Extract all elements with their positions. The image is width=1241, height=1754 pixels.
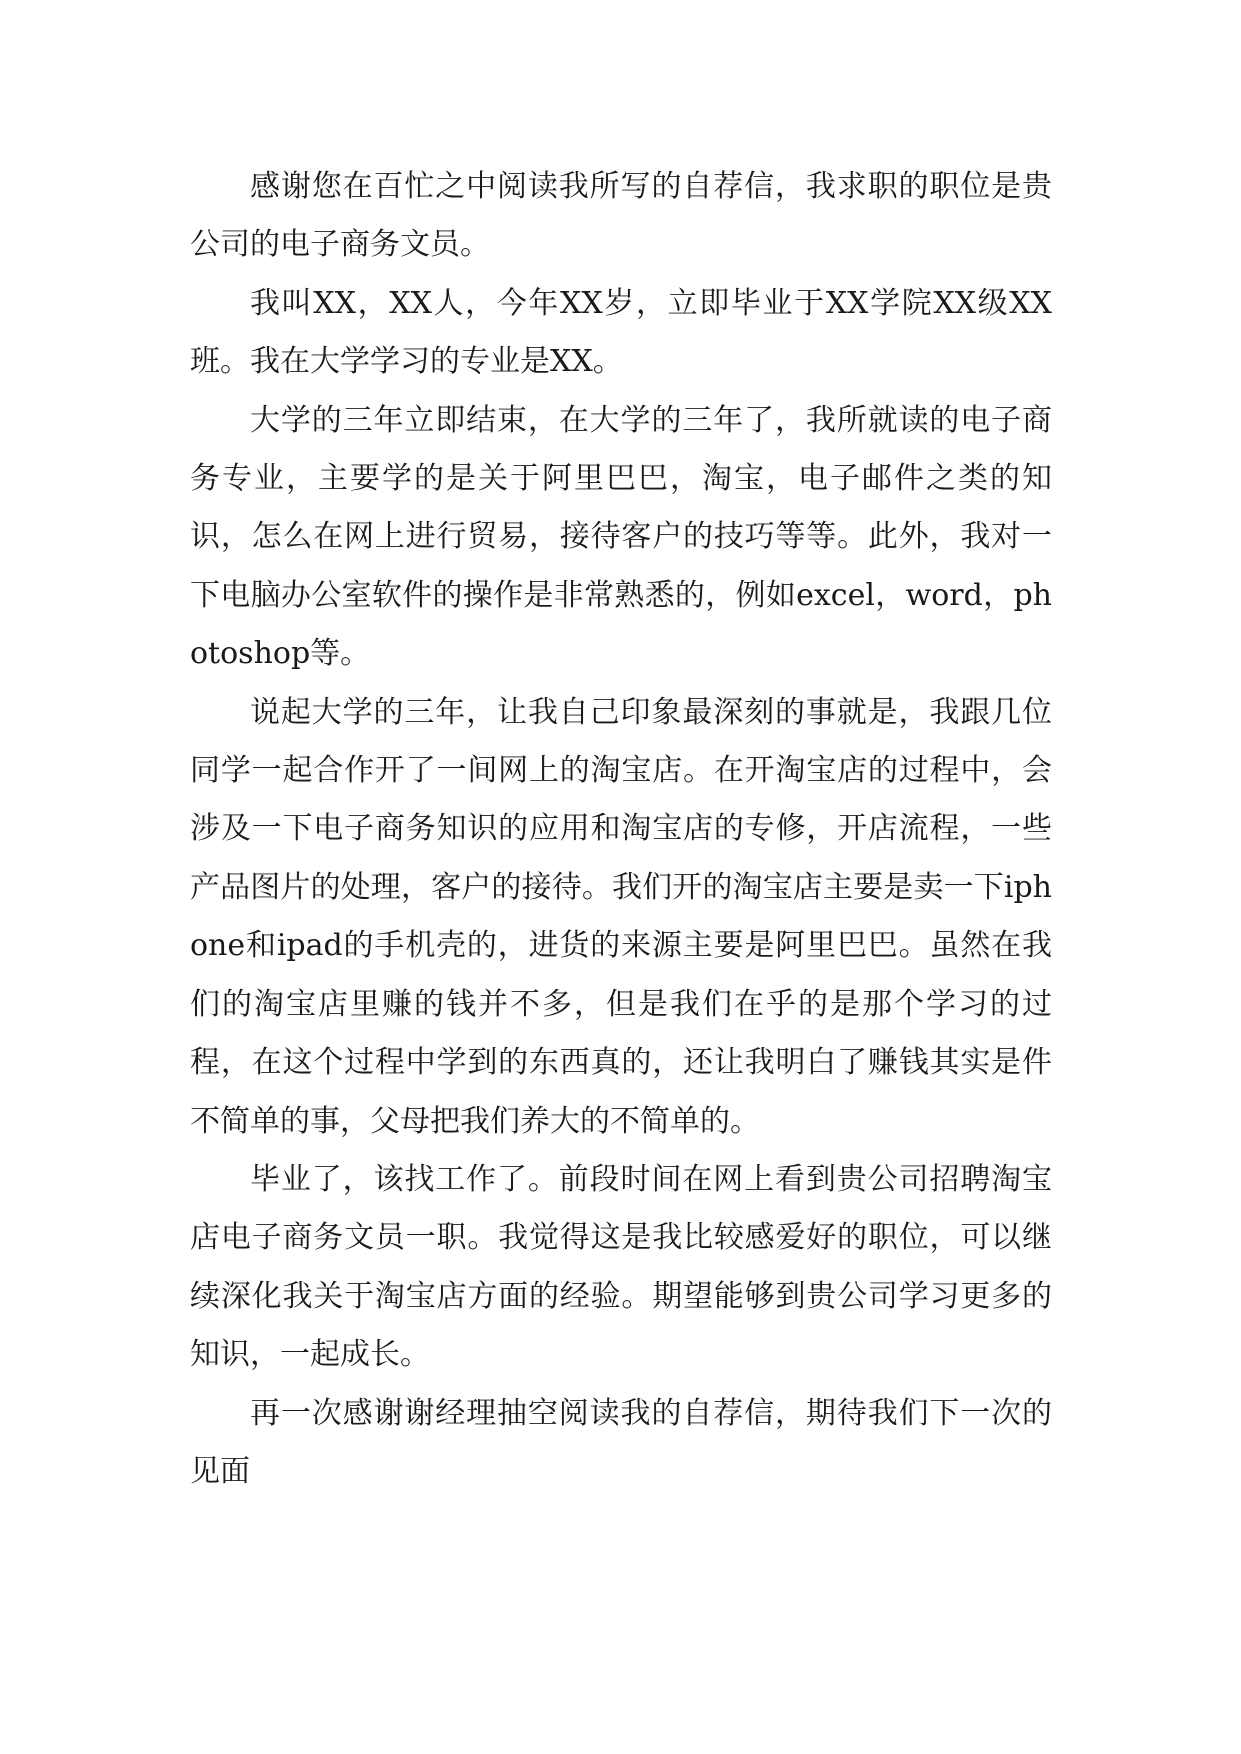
paragraph-closing: 再一次感谢谢经理抽空阅读我的自荐信，期待我们下一次的见面 bbox=[190, 1395, 1052, 1489]
paragraph-self-introduction: 我叫XX，XX人，今年XX岁，立即毕业于XX学院XX级XX班。我在大学学习的专业是XX。 bbox=[190, 285, 1052, 380]
paragraph-intro: 感谢您在百忙之中阅读我所写的自荐信，我求职的职位是贵公司的电子商务文员。 bbox=[190, 169, 1052, 263]
paragraph-education: 大学的三年立即结束，在大学的三年了，我所就读的电子商务专业，主要学的是关于阿里巴巴，淘宝，电子邮件之类的知识，怎么在网上进行贸易，接待客户的技巧等等。此外，我对一下电脑办公室软件的操作是非常熟悉的，例如excel，word，photoshop等。 bbox=[190, 402, 1052, 672]
paragraph-motivation: 毕业了，该找工作了。前段时间在网上看到贵公司招聘淘宝店电子商务文员一职。我觉得这是我比较感爱好的职位，可以继续深化我关于淘宝店方面的经验。期望能够到贵公司学习更多的知识，一起成长。 bbox=[190, 1161, 1052, 1373]
paragraph-experience: 说起大学的三年，让我自己印象最深刻的事就是，我跟几位同学一起合作开了一间网上的淘宝店。在开淘宝店的过程中，会涉及一下电子商务知识的应用和淘宝店的专修，开店流程，一些产品图片的处理，客户的接待。我们开的淘宝店主要是卖一下iphone和ipad的手机壳的，进货的来源主要是阿里巴巴。虽然在我们的淘宝店里赚的钱并不多，但是我们在乎的是那个学习的过程，在这个过程中学到的东西真的，还让我明白了赚钱其实是件不简单的事，父母把我们养大的不简单的。 bbox=[190, 694, 1052, 1139]
letter-body bbox=[190, 158, 1052, 1501]
